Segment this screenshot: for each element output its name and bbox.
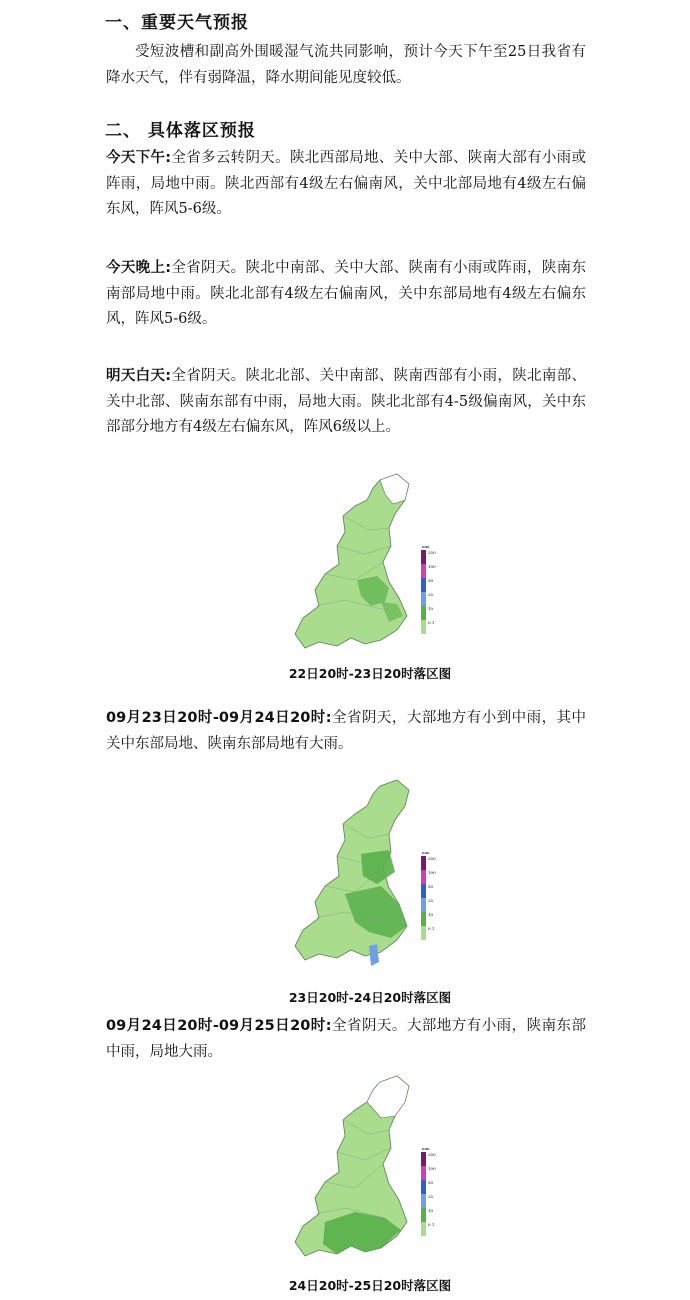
legend-tick: 50 (428, 1180, 434, 1185)
legend-tick: 25 (428, 592, 434, 597)
legend-tick: 100 (428, 564, 436, 569)
forecast-period-2 (106, 706, 586, 757)
map3-caption: 24日20时-25日20时落区图 (288, 1278, 452, 1293)
forecast3-text: 全省阴天。大部地方有小雨，陕南东部中雨，局地大雨。 (106, 1018, 587, 1060)
forecast3-lead: 09月24日20时-09月25日20时: (106, 1018, 332, 1034)
legend-tick: 10 (428, 912, 434, 917)
legend-tick: 0.1 (428, 620, 435, 625)
period-evening-text: 全省阴天。陕北中南部、关中大部、陕南有小雨或阵雨，陕南东南部局地中雨。陕北北部有4级左右偏南风，关中东部局地有4级左右偏东风，阵风5-6级。 (106, 260, 586, 327)
legend-tick: 0.1 (428, 1222, 435, 1227)
legend-title: mm (422, 850, 430, 855)
legend-tick: 0.1 (428, 926, 435, 931)
precipitation-map-1 (285, 470, 445, 660)
period-afternoon-text: 全省多云转阴天。陕北西部局地、关中大部、陕南大部有小雨或阵雨，局地中雨。陕北西部有4级左右偏南风，关中北部局地有4级左右偏东风，阵风5-6级。 (106, 150, 586, 217)
legend-3 (421, 1146, 436, 1236)
legend-tick: 100 (428, 870, 436, 875)
period-afternoon-lead: 今天下午: (106, 150, 172, 166)
precipitation-map-3 (285, 1072, 445, 1272)
forecast2-lead: 09月23日20时-09月24日20时: (106, 710, 332, 726)
period-evening-lead: 今天晚上: (106, 260, 172, 276)
legend-1 (421, 544, 436, 634)
legend-tick: 50 (428, 884, 434, 889)
legend-tick: 250 (428, 550, 436, 555)
section1-heading: 一、重要天气预报 (105, 13, 249, 33)
section1-body: 受短波槽和副高外围暖湿气流共同影响，预计今天下午至25日我省有降水天气，伴有弱降温，降水期间能见度较低。 (106, 44, 586, 86)
legend-tick: 10 (428, 606, 434, 611)
legend-tick: 25 (428, 898, 434, 903)
map1-caption: 22日20时-23日20时落区图 (288, 666, 452, 681)
map2-caption: 23日20时-24日20时落区图 (288, 990, 452, 1005)
period-afternoon (106, 146, 586, 223)
forecast2-text: 全省阴天，大部地方有小到中雨，其中关中东部局地、陕南东部局地有大雨。 (106, 710, 587, 752)
legend-tick: 100 (428, 1166, 436, 1171)
legend-tick: 250 (428, 856, 436, 861)
legend-tick: 10 (428, 1208, 434, 1213)
legend-title: mm (422, 544, 430, 549)
legend-tick: 250 (428, 1152, 436, 1157)
section2-heading: 二、 具体落区预报 (105, 121, 256, 141)
legend-2 (421, 850, 436, 940)
period-evening (106, 256, 586, 333)
legend-tick: 50 (428, 578, 434, 583)
period-tomorrow (106, 364, 586, 441)
period-tomorrow-lead: 明天白天: (106, 368, 172, 384)
precipitation-map-2 (285, 776, 445, 976)
legend-title: mm (422, 1146, 430, 1151)
period-tomorrow-text: 全省阴天。陕北北部、关中南部、陕南西部有小雨，陕北南部、关中北部、陕南东部有中雨，局地大雨。陕北北部有4-5级偏南风，关中东部部分地方有4级左右偏东风，阵风6级以上。 (106, 368, 586, 435)
legend-tick: 25 (428, 1194, 434, 1199)
forecast-period-3 (106, 1014, 586, 1065)
